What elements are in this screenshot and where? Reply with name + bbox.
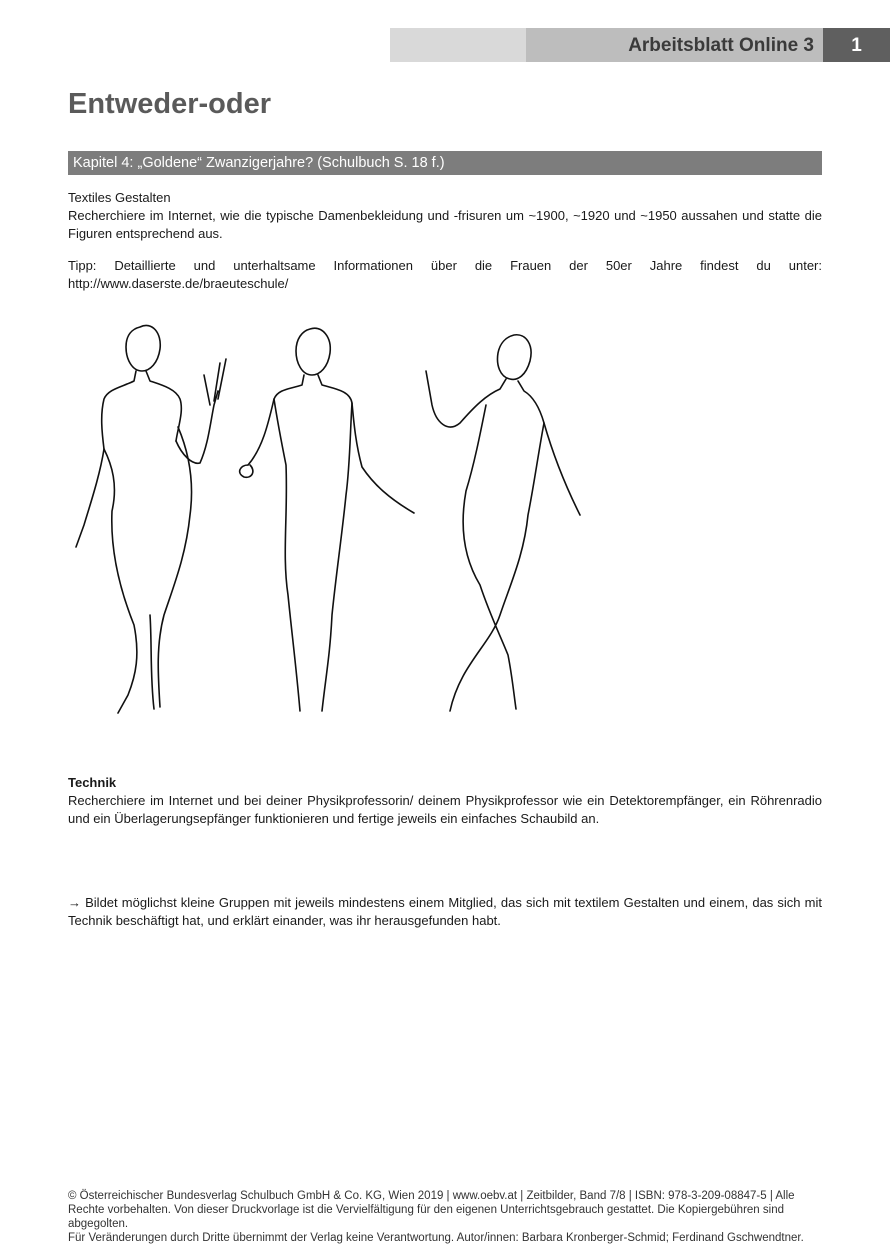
page-number: 1 xyxy=(851,35,862,56)
technik-heading: Technik xyxy=(68,775,117,790)
footer xyxy=(68,1189,828,1245)
textiles-section xyxy=(68,189,822,243)
technik-task: Recherchiere im Internet und bei deiner Physikprofessorin/ deinem Physikprofessor wie ein Detektorempfänger, ein Röhrenradio und ein Überlagerungsepfänger funktionieren und fertige jeweils ein einfaches Schaubild an. xyxy=(68,793,822,826)
technik-section xyxy=(68,774,822,828)
group-task-text: → Bildet möglichst kleine Gruppen mit jeweils mindestens einem Mitglied, das sich mit textilem Gestalten und einem, das sich mit Technik beschäftigt hat, und erklärt einander, was ihr herausgefunden habt. xyxy=(68,895,822,928)
header-bar-light-segment xyxy=(390,28,526,62)
figure-outlines xyxy=(60,315,600,725)
female-figure-3 xyxy=(426,335,580,711)
footer-disclaimer: Für Veränderungen durch Dritte übernimmt der Verlag keine Verantwortung. Autor/innen: Barbara Kronberger-Schmid; Ferdinand Gschwendtner. xyxy=(68,1232,804,1244)
page-title: Entweder-oder xyxy=(68,88,272,120)
group-task-section xyxy=(68,894,822,930)
textiles-task: Recherchiere im Internet, wie die typische Damenbekleidung und -frisuren um ~1900, ~1920 und ~1950 aussahen und statte die Figuren entsprechend aus. xyxy=(68,208,822,241)
chapter-heading: Kapitel 4: „Goldene“ Zwanzigerjahre? (Schulbuch S. 18 f.) xyxy=(68,151,822,175)
female-figure-1 xyxy=(76,325,226,713)
textiles-heading: Textiles Gestalten xyxy=(68,190,171,205)
sheet-label: Arbeitsblatt Online 3 xyxy=(628,35,814,56)
tip-text: Tipp: Detaillierte und unterhaltsame Informationen über die Frauen der 50er Jahre findest du unter: http://www.daserste.de/braeuteschule/ xyxy=(68,258,822,291)
female-figure-2 xyxy=(240,328,414,711)
footer-copyright: © Österreichischer Bundesverlag Schulbuch GmbH & Co. KG, Wien 2019 | www.oebv.at | Zeitbilder, Band 7/8 | ISBN: 978-3-209-08847-5 | Alle Rechte vorbehalten. Von dieser Druckvorlage ist die Vervielfältigung für den eigenen Unterrichtsgebrauch gestattet. Die Kopiergebühren sind abgegolten. xyxy=(68,1190,795,1230)
tip-section xyxy=(68,257,822,293)
